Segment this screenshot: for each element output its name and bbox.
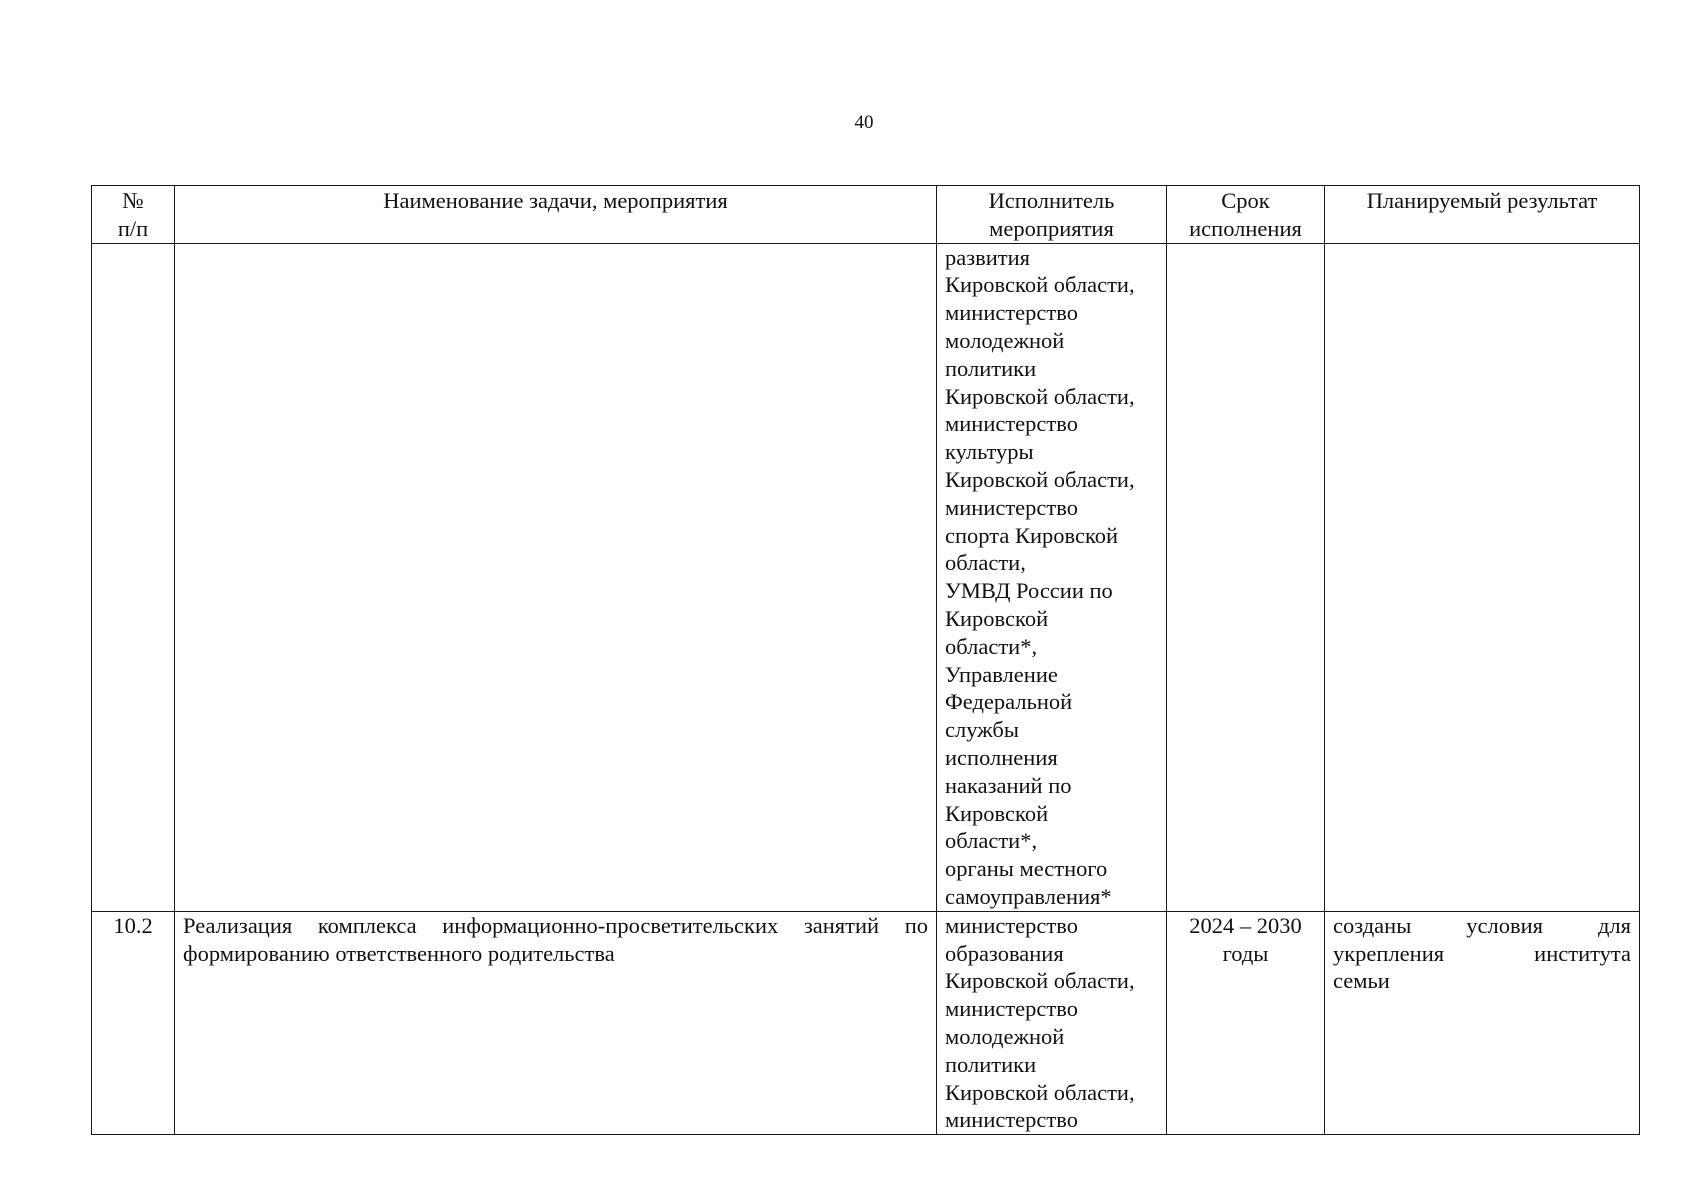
header-name [175, 186, 937, 244]
executor-line: области*, [945, 828, 1038, 854]
cell-num [92, 243, 175, 911]
header-name-text: Наименование задачи, мероприятия [383, 188, 728, 213]
cell-result [1325, 243, 1640, 911]
cell-name [175, 243, 937, 911]
header-result [1325, 186, 1640, 244]
executor-line: Кировской [945, 605, 1049, 631]
executor-line: исполнения [945, 744, 1058, 770]
header-term-line: Срок [1221, 188, 1270, 213]
table-row [92, 911, 1640, 1134]
result-line: семьи [1333, 968, 1390, 994]
executor-line: органы местного [945, 856, 1108, 882]
cell-term [1167, 243, 1325, 911]
executor-line: службы [945, 717, 1019, 743]
executor-line: Кировской области, [945, 466, 1135, 492]
executor-line: политики [945, 1051, 1037, 1077]
plan-table [91, 185, 1640, 1135]
cell-num: 10.2 [92, 911, 175, 1134]
table-row [92, 243, 1640, 911]
header-num [92, 186, 175, 244]
executor-line: Управление [945, 661, 1058, 687]
executor-line: культуры [945, 439, 1034, 465]
executor-line: Кировской области, [945, 1079, 1135, 1105]
executor-line: министерство [945, 411, 1078, 437]
cell-result [1325, 911, 1640, 1134]
executor-line: молодежной [945, 327, 1065, 353]
header-num-line: № [122, 188, 144, 213]
executor-line: Федеральной [945, 689, 1073, 715]
header-executor-line: Исполнитель [988, 188, 1115, 213]
header-result-text: Планируемый результат [1366, 188, 1598, 213]
term-line: 2024 – 2030 [1189, 912, 1302, 938]
executor-line: наказаний по [945, 772, 1072, 798]
header-executor-line: мероприятия [989, 215, 1114, 241]
executor-line: министерство [945, 1107, 1078, 1133]
executor-line: области, [945, 550, 1026, 576]
executor-line: спорта Кировской [945, 522, 1119, 548]
page-number: 40 [854, 112, 874, 133]
cell-name: Реализация комплекса информационно-просветительских занятий по формированию ответственного родительства [175, 911, 937, 1134]
executor-line: министерство [945, 912, 1078, 938]
executor-line: УМВД России по [945, 578, 1113, 604]
result-line: созданы условия для [1333, 912, 1631, 938]
executor-line: развития [945, 244, 1031, 270]
term-line: годы [1222, 940, 1269, 966]
cell-term [1167, 911, 1325, 1134]
executor-line: Кировской области, [945, 968, 1135, 994]
executor-line: министерство [945, 300, 1078, 326]
executor-line: образования [945, 940, 1064, 966]
executor-line: области*, [945, 633, 1038, 659]
executor-line: Кировской области, [945, 383, 1135, 409]
cell-executor [937, 911, 1167, 1134]
cell-executor [937, 243, 1167, 911]
executor-line: Кировской [945, 800, 1049, 826]
result-line: укрепления института [1333, 940, 1631, 966]
executor-line: министерство [945, 996, 1078, 1022]
executor-line: самоуправления* [945, 883, 1112, 909]
executor-line: политики [945, 355, 1037, 381]
result-lines [1333, 912, 1631, 995]
executor-line: министерство [945, 494, 1078, 520]
header-term-line: исполнения [1189, 215, 1302, 241]
header-term [1167, 186, 1325, 244]
executor-lines [945, 244, 1158, 911]
executor-lines [945, 912, 1158, 1134]
table-header-row [92, 186, 1640, 244]
executor-line: молодежной [945, 1023, 1065, 1049]
executor-line: Кировской области, [945, 272, 1135, 298]
header-num-line: п/п [117, 215, 149, 241]
header-executor [937, 186, 1167, 244]
